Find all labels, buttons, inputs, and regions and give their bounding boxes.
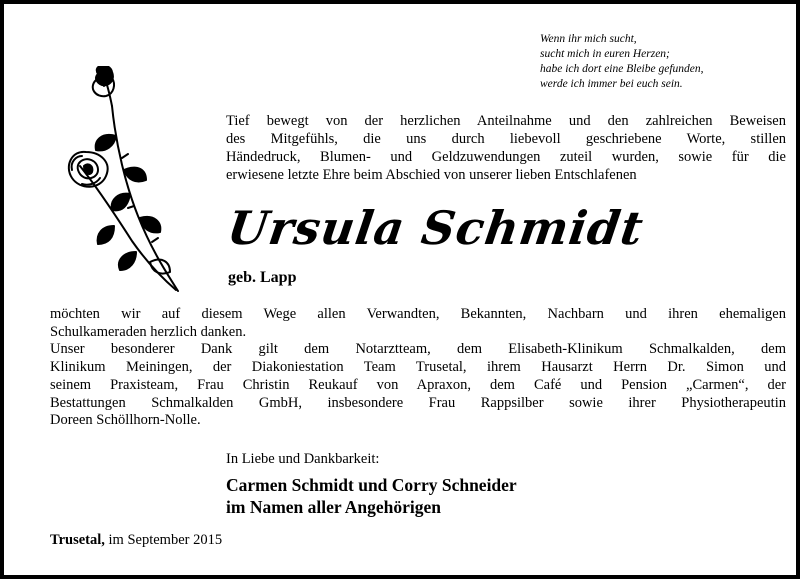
poem <box>540 32 790 92</box>
place-town: Trusetal, <box>50 532 105 548</box>
intro-line: des Mitgefühls, die uns durch liebevoll geschriebene Worte, stillen <box>226 131 786 147</box>
body-line: seinem Praxisteam, Frau Christin Reukauf von Apraxon, dem Café und Pension „Carmen“, der <box>50 376 786 393</box>
poem-line: sucht mich in euren Herzen; <box>540 48 670 60</box>
body-line: Unser besonderer Dank gilt dem Notarztteam, dem Elisabeth-Klinikum Schmalkalden, dem <box>50 341 786 358</box>
poem-line: werde ich immer bei euch sein. <box>540 78 683 90</box>
intro-line: Tief bewegt von der herzlichen Anteilnahme und den zahlreichen Beweisen <box>226 113 786 129</box>
rose-icon <box>66 66 186 296</box>
body-line: Bestattungen Schmalkalden GmbH, insbesondere Frau Rappsilber sowie ihrer Physiotherapeutin <box>50 394 786 411</box>
signers <box>226 474 517 518</box>
place-date <box>50 531 222 549</box>
signers-line: im Namen aller Angehörigen <box>226 497 442 517</box>
poem-line: habe ich dort eine Bleibe gefunden, <box>540 63 704 75</box>
intro-line: Händedruck, Blumen- und Geldzuwendungen zuteil wurden, sowie für die <box>226 149 786 165</box>
body-line: möchten wir auf diesem Wege allen Verwandten, Bekannten, Nachbarn und ihren ehemaligen <box>50 306 786 322</box>
intro-line: erwiesene letzte Ehre beim Abschied von unserer lieben Entschlafenen <box>226 167 637 183</box>
maiden-name: geb. Lapp <box>228 269 297 286</box>
body-line: Schulkameraden herzlich danken. <box>50 323 247 340</box>
body-line: Doreen Schöllhorn-Nolle. <box>50 412 201 429</box>
thanks-paragraph <box>50 306 786 430</box>
signers-line: Carmen Schmidt und Corry Schneider <box>226 475 517 495</box>
intro-paragraph <box>226 112 786 184</box>
closing-phrase: In Liebe und Dankbarkeit: <box>226 451 380 467</box>
poem-line: Wenn ihr mich sucht, <box>540 33 637 45</box>
date-text: im September 2015 <box>108 532 223 548</box>
body-line: Klinikum Meiningen, der Diakoniestation Team Trusetal, ihrem Hausarzt Herrn Dr. Simon und <box>50 359 786 376</box>
deceased-name: Ursula Schmidt <box>224 201 648 255</box>
